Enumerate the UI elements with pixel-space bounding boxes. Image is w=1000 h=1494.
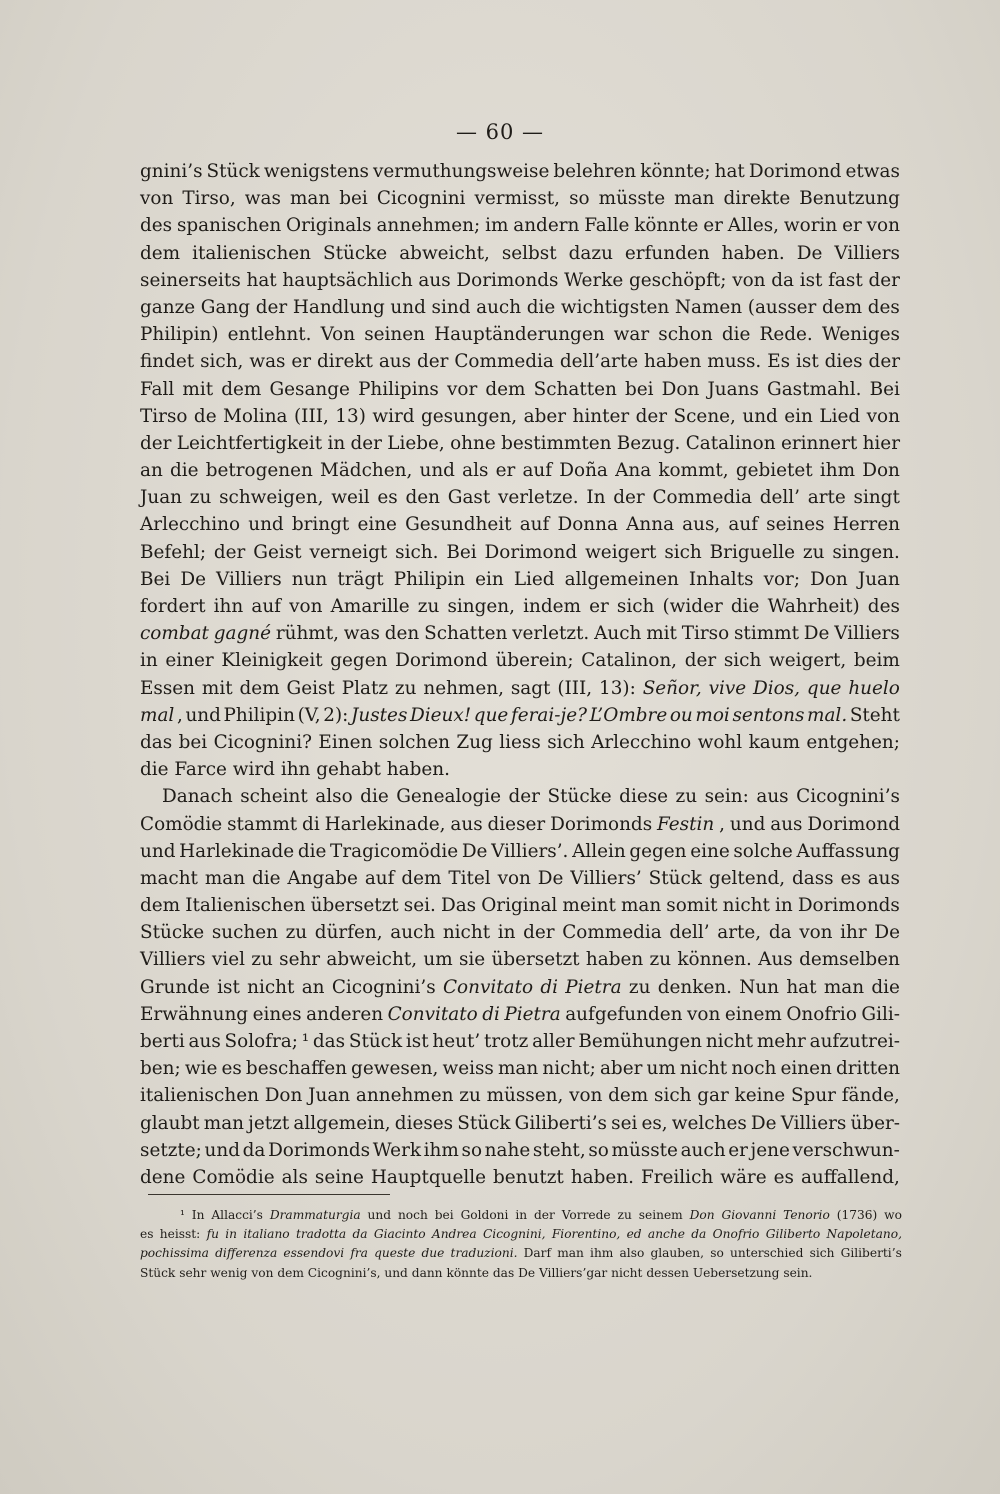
body-text	[140, 158, 900, 1191]
body-line: gnini’s Stück wenigstens vermuthungsweise belehren könnte; hat Dorimond etwas	[140, 161, 900, 182]
body-line: dene Comödie als seine Hauptquelle benutzt haben. Freilich wäre es auffallend,	[140, 1166, 900, 1188]
body-line: Danach scheint also die Genealogie der Stücke diese zu sein: aus Cicognini’s	[162, 786, 900, 808]
body-line: der Leichtfertigkeit in der Liebe, ohne bestimmten Bezug. Catalinon erinnert hier	[140, 432, 900, 454]
body-line: glaubt man jetzt allgemein, dieses Stück Giliberti’s sei es, welches De Villiers über-	[140, 1112, 900, 1134]
page-number: — 60 —	[455, 120, 545, 144]
footnote-line: pochissima differenza essendovi fra queste due traduzioni. Darf man ihm also glauben, so unterschied sich Giliberti’s	[140, 1246, 902, 1261]
footnote-rule	[148, 1194, 390, 1195]
body-line: von Tirso, was man bei Cicognini vermisst, so müsste man direkte Benutzung	[140, 188, 900, 210]
body-line: dem italienischen Stücke abweicht, selbst dazu erfunden haben. De Villiers	[140, 242, 900, 264]
body-line: ganze Gang der Handlung und sind auch die wichtigsten Namen (ausser dem des	[140, 296, 900, 318]
body-line: in einer Kleinigkeit gegen Dorimond überein; Catalinon, der sich weigert, beim	[140, 650, 900, 672]
body-line: findet sich, was er direkt aus der Commedia dell’arte haben muss. Es ist dies der	[140, 351, 900, 373]
body-line: Stücke suchen zu dürfen, auch nicht in der Commedia dell’ arte, da von ihr De	[140, 922, 900, 944]
body-line: die Farce wird ihn gehabt haben.	[140, 759, 450, 781]
body-line: setzte; und da Dorimonds Werk ihm so nahe steht, so müsste auch er jene verschwun-	[140, 1139, 900, 1161]
body-line: Philipin) entlehnt. Von seinen Hauptänderungen war schon die Rede. Weniges	[140, 324, 900, 346]
body-line: dem Italienischen übersetzt sei. Das Original meint man somit nicht in Dorimonds	[140, 895, 900, 917]
body-line: an die betrogenen Mädchen, und als er auf Doña Ana kommt, gebietet ihm Don	[140, 460, 900, 482]
body-line: berti aus Solofra; ¹ das Stück ist heut’ trotz aller Bemühungen nicht mehr aufzutrei-	[140, 1031, 900, 1052]
body-line: Erwähnung eines anderen Convitato di Pietra aufgefunden von einem Onofrio Gili-	[140, 1003, 900, 1025]
body-line: italienischen Don Juan annehmen zu müssen, von dem sich gar keine Spur fände,	[140, 1085, 900, 1107]
body-line: seinerseits hat hauptsächlich aus Dorimonds Werke geschöpft; von da ist fast der	[140, 269, 900, 291]
body-line: Befehl; der Geist verneigt sich. Bei Dorimond weigert sich Briguelle zu singen.	[140, 541, 900, 563]
body-line: Essen mit dem Geist Platz zu nehmen, sagt (III, 13): Señor, vive Dios, que huelo	[140, 677, 900, 699]
body-line: Fall mit dem Gesange Philipins vor dem Schatten bei Don Juans Gastmahl. Bei	[140, 378, 900, 400]
footnote-line: Stück sehr wenig von dem Cicognini’s, und dann könnte das De Villiers’gar nicht dessen Uebersetzung sein.	[140, 1265, 813, 1280]
body-line: und Harlekinade die Tragicomödie De Villiers’. Allein gegen eine solche Auffassung	[140, 840, 900, 862]
footnote	[140, 1206, 902, 1283]
body-line: Bei De Villiers nun trägt Philipin ein Lied allgemeinen Inhalts vor; Don Juan	[140, 568, 900, 590]
body-line: Grunde ist nicht an Cicognini’s Convitato di Pietra zu denken. Nun hat man die	[140, 976, 900, 998]
body-line: mal , und Philipin (V, 2): Justes Dieux! que ferai-je? L’Ombre ou moi sentons mal. Steht	[140, 704, 900, 726]
body-line: fordert ihn auf von Amarille zu singen, indem er sich (wider die Wahrheit) des	[140, 596, 900, 617]
body-line: Juan zu schweigen, weil es den Gast verletze. In der Commedia dell’ arte singt	[140, 487, 900, 509]
footnote-line: ¹ In Allacci’s Drammaturgia und noch bei Goldoni in der Vorrede zu seinem Don Giovanni Tenorio (1736) wo	[180, 1208, 902, 1222]
body-line: Comödie stammt di Harlekinade, aus dieser Dorimonds Festin , und aus Dorimond	[140, 813, 900, 835]
body-line: combat gagné rühmt, was den Schatten verletzt. Auch mit Tirso stimmt De Villiers	[140, 623, 900, 645]
body-line: Arlecchino und bringt eine Gesundheit auf Donna Anna aus, auf seines Herren	[140, 514, 900, 536]
body-line: macht man die Angabe auf dem Titel von De Villiers’ Stück geltend, dass es aus	[140, 867, 900, 889]
body-line: des spanischen Originals annehmen; im andern Falle könnte er Alles, worin er von	[140, 215, 900, 237]
body-line: das bei Cicognini? Einen solchen Zug liess sich Arlecchino wohl kaum entgehen;	[140, 731, 900, 753]
body-line: Villiers viel zu sehr abweicht, um sie übersetzt haben zu können. Aus demselben	[140, 949, 900, 971]
footnote-line: es heisst: fu in italiano tradotta da Giacinto Andrea Cicognini, Fiorentino, ed anche da Onofrio Giliberto Napoletano,	[140, 1227, 902, 1242]
body-line: Tirso de Molina (III, 13) wird gesungen, aber hinter der Scene, und ein Lied von	[140, 405, 900, 427]
body-line: ben; wie es beschaffen gewesen, weiss man nicht; aber um nicht noch einen dritten	[140, 1058, 900, 1080]
